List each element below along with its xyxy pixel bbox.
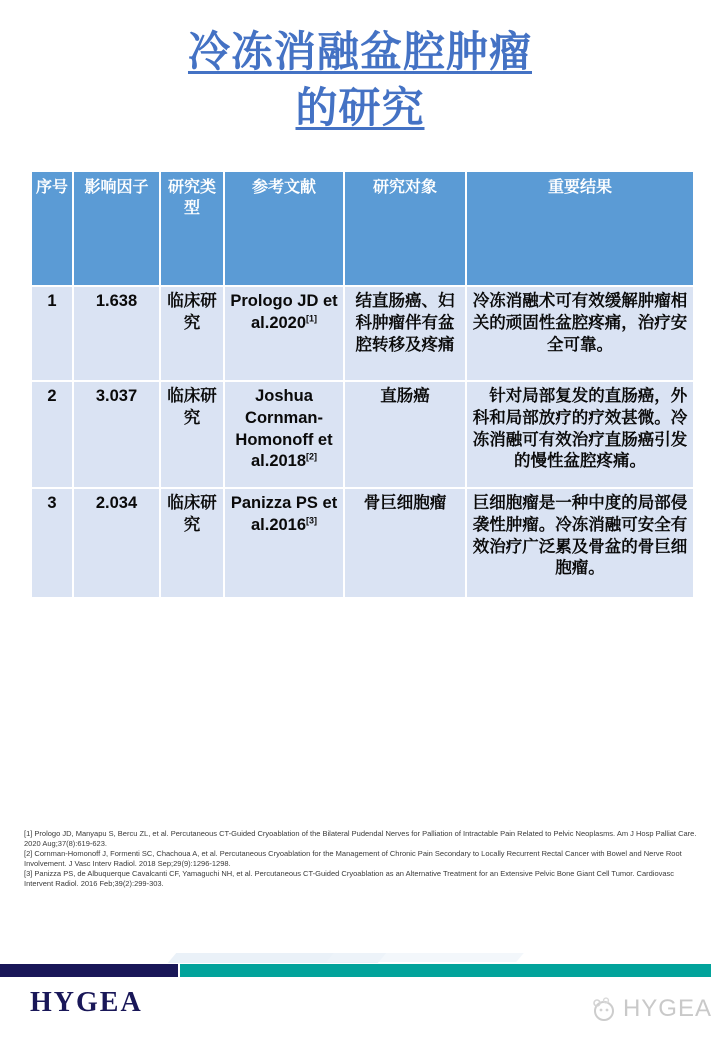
- reference-superscript: [3]: [306, 515, 318, 526]
- cell-key-result: 巨细胞瘤是一种中度的局部侵袭性肿瘤。冷冻消融可安全有效治疗广泛累及骨盆的骨巨细胞瘤。: [467, 489, 693, 597]
- cell-key-result: 针对局部复发的直肠癌，外科和局部放疗的疗效甚微。冷冻消融可有效治疗直肠癌引发的慢性盆腔疼痛。: [467, 382, 693, 487]
- reference-superscript: [1]: [306, 313, 318, 324]
- table-row: [32, 287, 693, 380]
- reference-superscript: [2]: [306, 451, 318, 462]
- cell-impact-factor: 1.638: [74, 287, 159, 380]
- research-table: [30, 170, 695, 599]
- cell-no: 3: [32, 489, 72, 597]
- hygea-watermark-text: HYGEA: [622, 995, 712, 1022]
- col-header-study-type: 研究类型: [161, 172, 223, 285]
- col-header-no: 序号: [32, 172, 72, 285]
- table-row: [32, 382, 693, 487]
- cell-impact-factor: 3.037: [74, 382, 159, 487]
- footnotes-block: [24, 829, 702, 889]
- page-title-line2: 的研究: [295, 84, 425, 131]
- reference-text: Prologo JD et al.2020: [230, 292, 338, 332]
- col-header-reference: 参考文献: [225, 172, 343, 285]
- footer-accent-shape: [326, 953, 524, 962]
- cell-study-type: 临床研究: [161, 382, 223, 487]
- col-header-impact-factor: 影响因子: [74, 172, 159, 285]
- hygea-watermark: [590, 995, 712, 1023]
- page-title: [0, 24, 720, 136]
- table-row: [32, 489, 693, 597]
- cell-subject: 结直肠癌、妇科肿瘤伴有盆腔转移及疼痛: [345, 287, 465, 380]
- hygea-logo-icon: [590, 996, 617, 1023]
- table-header-row: [32, 172, 693, 285]
- footer-teal-bar: [180, 964, 711, 977]
- cell-subject: 直肠癌: [345, 382, 465, 487]
- footnote: [1] Prologo JD, Manyapu S, Bercu ZL, et al. Percutaneous CT-Guided Cryoablation of the Bilateral Pudendal Nerves for Palliation of Intractable Pain Related to Pelvic Neoplasms. Am J Hosp Palliat Care. 2020 Aug;37(8):619-623.: [24, 829, 697, 848]
- cell-reference: [225, 382, 343, 487]
- reference-text: Panizza PS et al.2016: [230, 494, 338, 534]
- page-title-line1: 冷冻消融盆腔肿瘤: [187, 28, 532, 75]
- cell-reference: [225, 489, 343, 597]
- footnote: [2] Cornman-Homonoff J, Formenti SC, Chachoua A, et al. Percutaneous Cryoablation for the Management of Chronic Pain Secondary to Locally Recurrent Rectal Cancer with Bowel and Nerve Root Involvement. J Vasc Interv Radiol. 2018 Sep;29(9):1296-1298.: [24, 849, 682, 868]
- col-header-subject: 研究对象: [345, 172, 465, 285]
- hygea-logo-text: HYGEA: [30, 987, 143, 1018]
- cell-study-type: 临床研究: [161, 489, 223, 597]
- cell-key-result: 冷冻消融术可有效缓解肿瘤相关的顽固性盆腔疼痛，治疗安全可靠。: [467, 287, 693, 380]
- cell-reference: [225, 287, 343, 380]
- cell-subject: 骨巨细胞瘤: [345, 489, 465, 597]
- cell-no: 1: [32, 287, 72, 380]
- cell-no: 2: [32, 382, 72, 487]
- footnote: [3] Panizza PS, de Albuquerque Cavalcanti CF, Yamaguchi NH, et al. Percutaneous CT-Guided Cryoablation as an Alternative Treatment for an Extensive Pelvic Bone Giant Cell Tumor. Cardiovasc Intervent Radiol. 2016 Feb;39(2):299-303.: [24, 869, 675, 888]
- footer-navy-bar: [0, 964, 178, 977]
- cell-study-type: 临床研究: [161, 287, 223, 380]
- cell-impact-factor: 2.034: [74, 489, 159, 597]
- reference-text: Joshua Cornman-Homonoff et al.2018: [235, 387, 333, 471]
- col-header-key-result: 重要结果: [467, 172, 693, 285]
